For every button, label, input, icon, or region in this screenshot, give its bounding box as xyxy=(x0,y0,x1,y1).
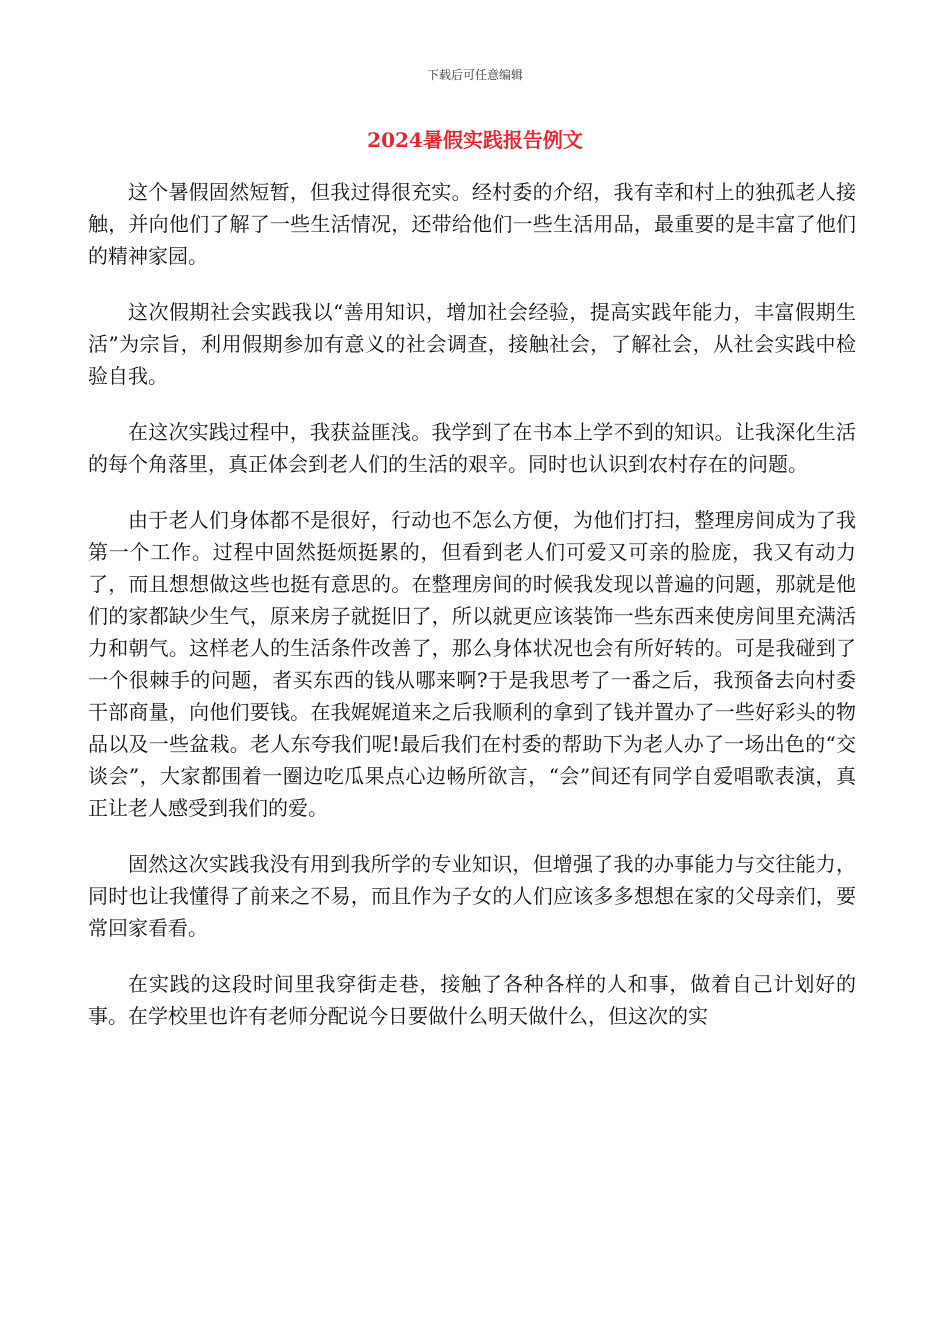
paragraph-4: 由于老人们身体都不是很好，行动也不怎么方便，为他们打扫，整理房间成为了我第一个工作。过程中固然挺烦挺累的，但看到老人们可爱又可亲的脸庞，我又有动力了，而且想想做这些也挺有意思的。在整理房间的时候我发现以普遍的问题，那就是他们的家都缺少生气，原来房子就挺旧了，所以就更应该装饰一些东西来使房间里充满活力和朝气。这样老人的生活条件改善了，那么身体状况也会有所好转的。可是我碰到了一个很棘手的问题，者买东西的钱从哪来啊?于是我思考了一番之后，我预备去向村委干部商量，向他们要钱。在我娓娓道来之后我顺利的拿到了钱并置办了一些好彩头的物品以及一些盆栽。老人东夸我们呢!最后我们在村委的帮助下为老人办了一场出色的“交谈会”，大家都围着一圈边吃瓜果点心边畅所欲言，“会”间还有同学自爱唱歌表演，真正让老人感受到我们的爱。 xyxy=(88,508,856,820)
paragraph-3: 在这次实践过程中，我获益匪浅。我学到了在书本上学不到的知识。让我深化生活的每个角落里，真正体会到老人们的生活的艰辛。同时也认识到农村存在的问题。 xyxy=(88,420,856,476)
paragraph-1: 这个暑假固然短暂，但我过得很充实。经村委的介绍，我有幸和村上的独孤老人接触，并向他们了解了一些生活情况，还带给他们一些生活用品，最重要的是丰富了他们的精神家园。 xyxy=(88,180,856,268)
paragraph-5: 固然这次实践我没有用到我所学的专业知识，但增强了我的办事能力与交往能力，同时也让我懂得了前来之不易，而且作为子女的人们应该多多想想在家的父母亲们，要常回家看看。 xyxy=(88,852,856,940)
document-body xyxy=(88,176,856,1056)
document-title: 2024暑假实践报告例文 xyxy=(367,128,583,152)
paragraph-6: 在实践的这段时间里我穿街走巷，接触了各种各样的人和事，做着自己计划好的事。在学校里也许有老师分配说今日要做什么明天做什么，但这次的实 xyxy=(88,972,856,1028)
paragraph-2: 这次假期社会实践我以“善用知识，增加社会经验，提高实践年能力，丰富假期生活”为宗旨，利用假期参加有意义的社会调查，接触社会，了解社会，从社会实践中检验自我。 xyxy=(88,300,856,388)
header-note: 下载后可任意编辑 xyxy=(426,68,523,82)
